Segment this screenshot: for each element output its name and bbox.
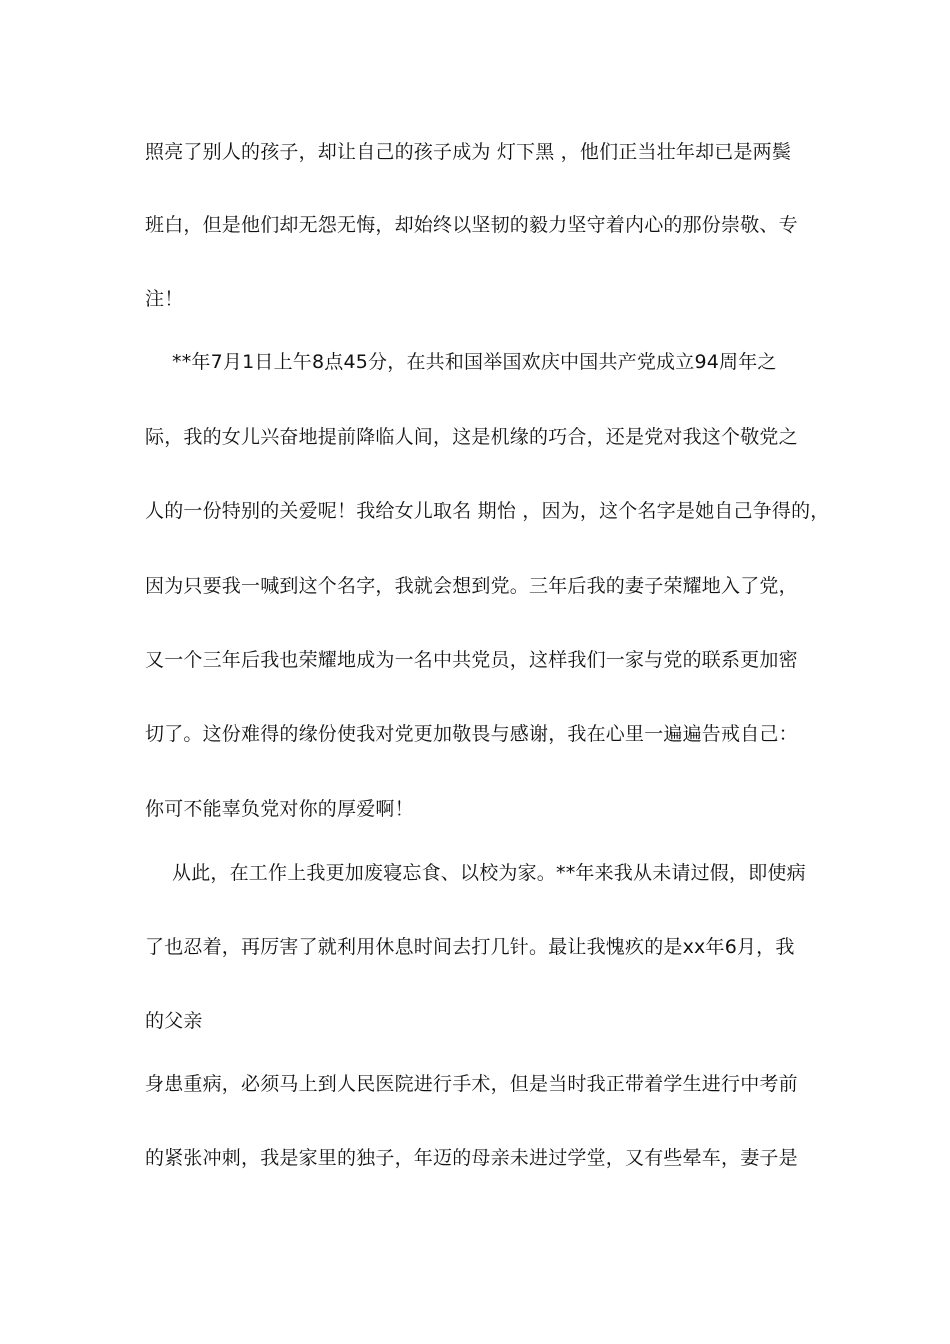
text-line: 的父亲 bbox=[145, 1010, 203, 1032]
text-line: 你可不能辜负党对你的厚爱啊！ bbox=[145, 798, 414, 820]
text-line: 的紧张冲刺，我是家里的独子，年迈的母亲未进过学堂，又有些晕车，妻子是 bbox=[145, 1147, 798, 1169]
text-line: 又一个三年后我也荣耀地成为一名中共党员，这样我们一家与党的联系更加密 bbox=[145, 649, 798, 671]
text-line: 班白，但是他们却无怨无悔，却始终以坚韧的毅力坚守着内心的那份崇敬、专 bbox=[145, 214, 798, 236]
text-line: 注！ bbox=[145, 288, 184, 310]
paragraph-start-line: **年7月1日上午8点45分，在共和国举国欢庆中国共产党成立94周年之 bbox=[172, 351, 777, 373]
paragraph-start-line: 从此，在工作上我更加废寝忘食、以校为家。**年来我从未请过假，即使病 bbox=[172, 862, 806, 884]
text-line: 切了。这份难得的缘份使我对党更加敬畏与感谢，我在心里一遍遍告戒自己： bbox=[145, 723, 798, 745]
text-line: 因为只要我一喊到这个名字，我就会想到党。三年后我的妻子荣耀地入了党， bbox=[145, 575, 798, 597]
text-line: 人的一份特别的关爱呢！我给女儿取名 期怡 ，因为，这个名字是她自己争得的， bbox=[145, 500, 830, 522]
text-line: 了也忍着，再厉害了就利用休息时间去打几针。最让我愧疚的是xx年6月，我 bbox=[145, 936, 795, 958]
text-line: 身患重病，必须马上到人民医院进行手术，但是当时我正带着学生进行中考前 bbox=[145, 1073, 798, 1095]
text-line: 照亮了别人的孩子，却让自己的孩子成为 灯下黑 ，他们正当壮年却已是两鬓 bbox=[145, 141, 792, 163]
text-line: 际，我的女儿兴奋地提前降临人间，这是机缘的巧合，还是党对我这个敬党之 bbox=[145, 426, 798, 448]
